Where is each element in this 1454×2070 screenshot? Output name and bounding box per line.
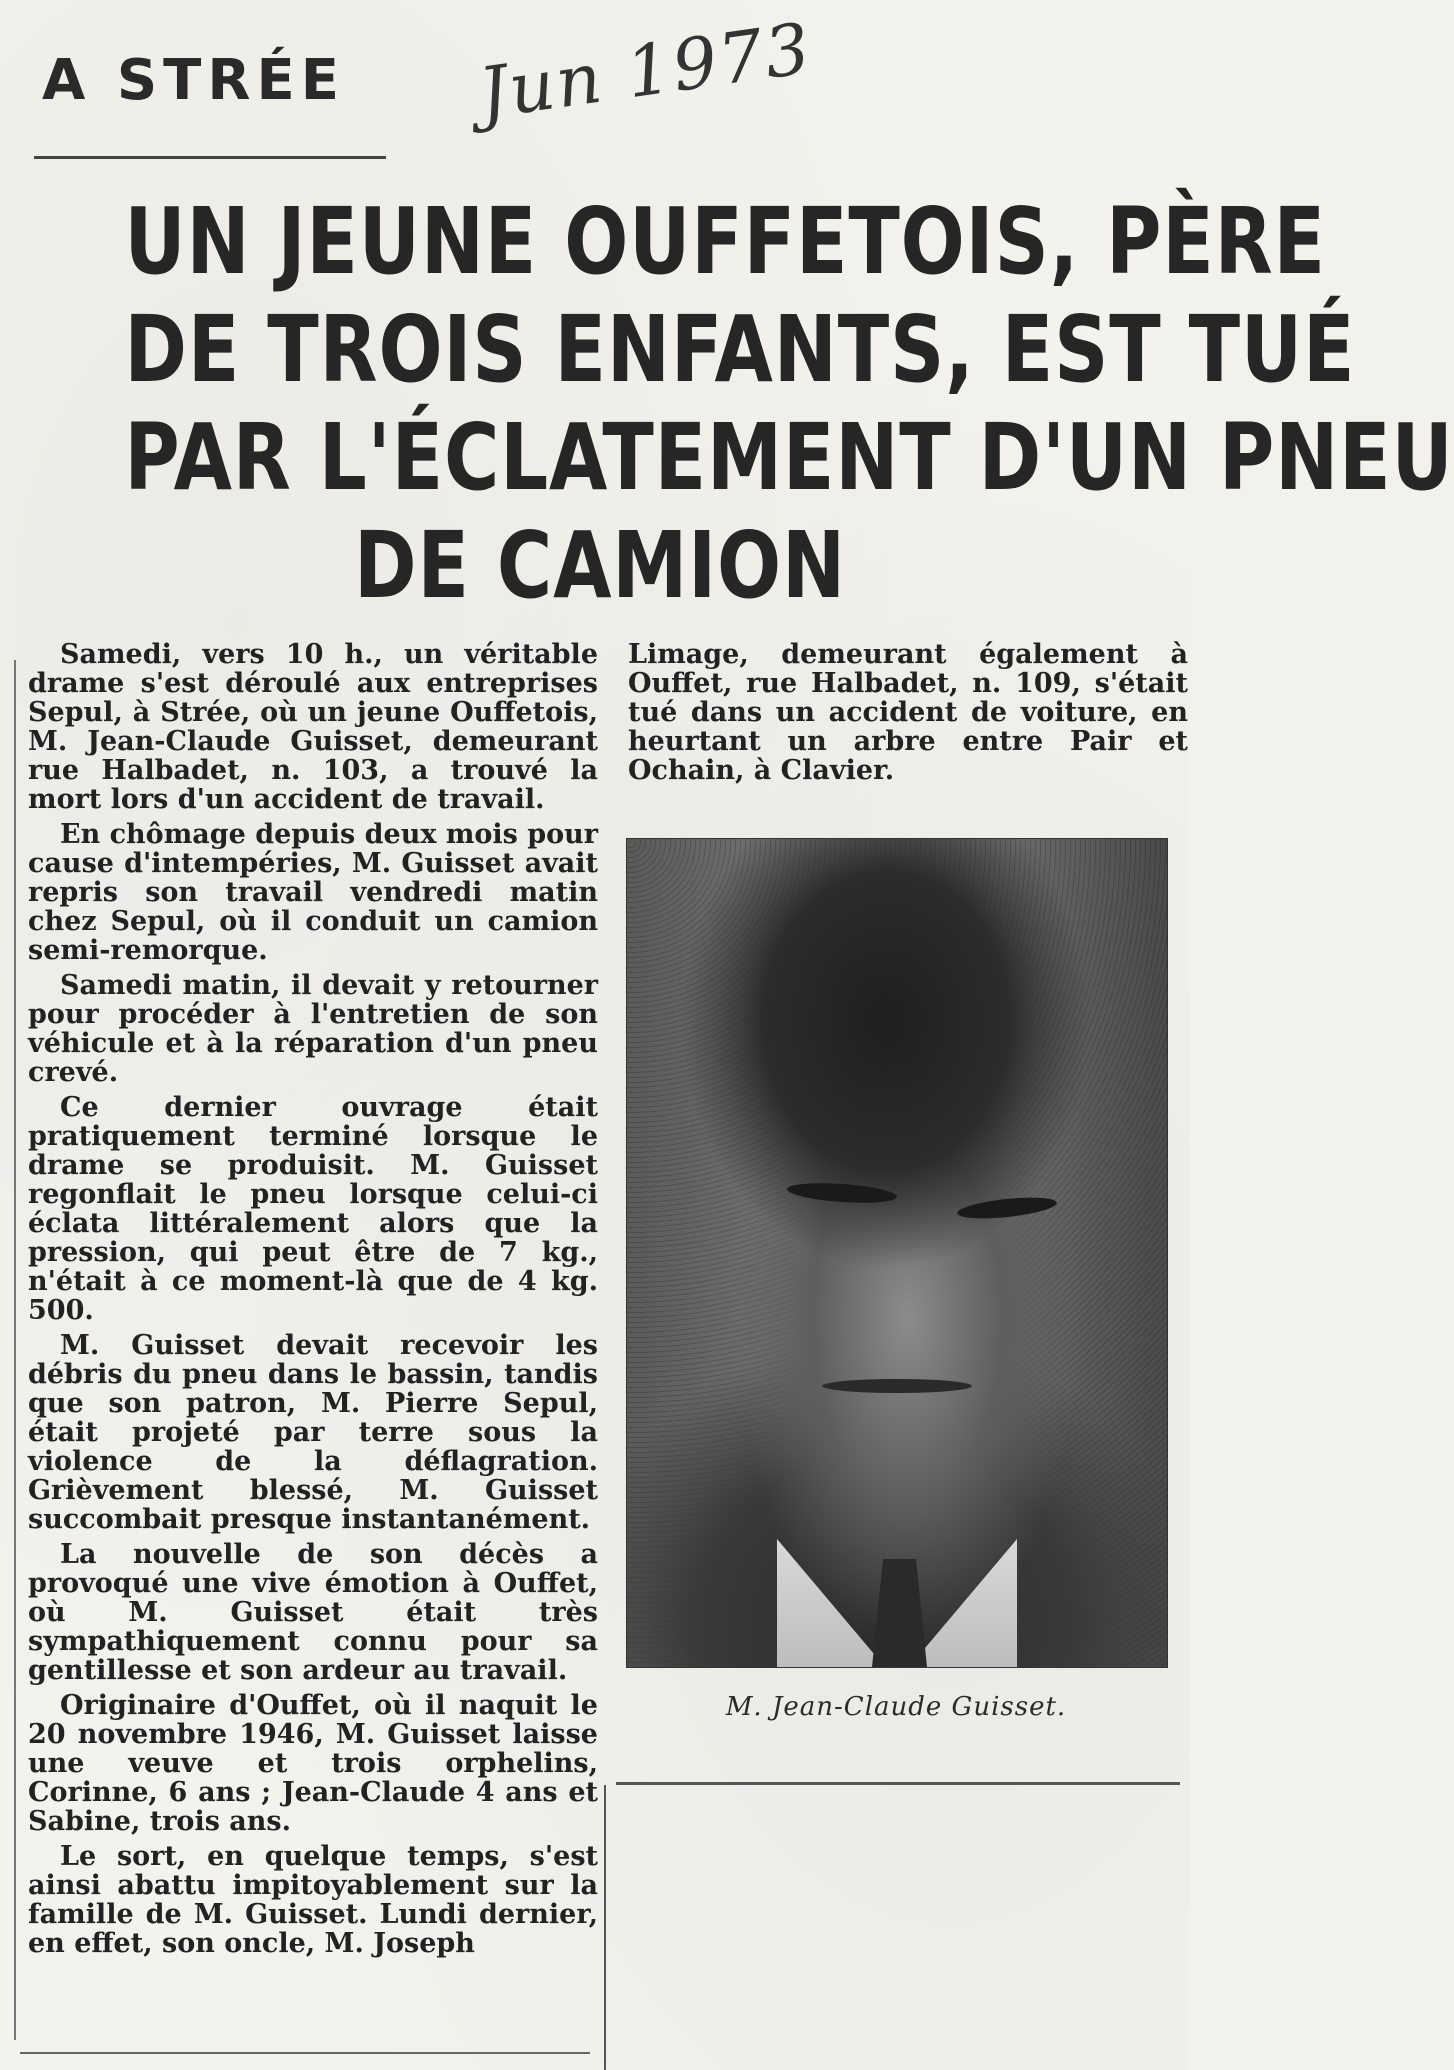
photo-caption: M. Jean-Claude Guisset. xyxy=(725,1692,1067,1722)
article-paragraph: Originaire d'Ouffet, où il naquit le 20 novembre 1946, M. Guisset laisse une veuve et trois orphelins, Corinne, 6 ans ; Jean-Claude 4 ans et Sabine, trois ans. xyxy=(28,1690,598,1837)
article-body-right-column xyxy=(628,640,1188,785)
portrait-photo xyxy=(626,838,1168,1668)
article-paragraph: M. Guisset devait recevoir les débris du pneu dans le bassin, tandis que son patron, M. Pierre Sepul, était projeté par terre sous la violence de la déflagration. Grièvement blessé, M. Guisset succombait presque instantanément. xyxy=(28,1330,598,1535)
handwritten-date-note: Jun 1973 xyxy=(473,7,817,135)
photo-mouth-shading xyxy=(822,1379,972,1393)
photo-tie xyxy=(872,1559,927,1667)
article-paragraph: Ce dernier ouvrage était pratiquement terminé lorsque le drame se produisit. M. Guisset regonflait le pneu lorsque celui-ci éclata littéralement alors que la pression, qui peut être de 7 kg., n'était à ce moment-là que de 4 kg. 500. xyxy=(28,1092,598,1326)
article-paragraph: La nouvelle de son décès a provoqué une vive émotion à Ouffet, où M. Guisset était très sympathiquement connu pour sa gentillesse et son ardeur au travail. xyxy=(28,1539,598,1686)
headline-line: DE CAMION xyxy=(354,512,846,619)
article-headline xyxy=(124,188,1454,620)
column-divider xyxy=(604,1785,606,2070)
headline-line: UN JEUNE OUFFETOIS, PÈRE xyxy=(124,188,1326,295)
article-paragraph: Le sort, en quelque temps, s'est ainsi abattu impitoyablement sur la famille de M. Guisset. Lundi dernier, en effet, son oncle, M. Joseph xyxy=(28,1841,598,1959)
article-paragraph: Samedi matin, il devait y retourner pour procéder à l'entretien de son véhicule et à la réparation d'un pneu crevé. xyxy=(28,970,598,1088)
article-paragraph: En chômage depuis deux mois pour cause d'intempéries, M. Guisset avait repris son travail vendredi matin chez Sepul, où il conduit un camion semi-remorque. xyxy=(28,819,598,966)
bottom-rule xyxy=(20,2052,590,2054)
article-body-left-column xyxy=(28,640,598,1964)
right-column-rule xyxy=(616,1782,1180,1785)
kicker-rule xyxy=(34,156,386,159)
article-paragraph: Limage, demeurant également à Ouffet, rue Halbadet, n. 109, s'était tué dans un accident de voiture, en heurtant un arbre entre Pair et Ochain, à Clavier. xyxy=(628,639,1188,786)
location-kicker: A STRÉE xyxy=(42,48,345,113)
article-paragraph: Samedi, vers 10 h., un véritable drame s'est déroulé aux entreprises Sepul, à Strée, où un jeune Ouffetois, M. Jean-Claude Guisset, demeurant rue Halbadet, n. 103, a trouvé la mort lors d'un accident de travail. xyxy=(28,639,598,815)
left-column-rule xyxy=(14,660,16,2040)
headline-line: DE TROIS ENFANTS, EST TUÉ xyxy=(124,296,1356,403)
photo-eye-shading xyxy=(787,1180,898,1206)
photo-eye-shading xyxy=(956,1194,1057,1222)
headline-line: PAR L'ÉCLATEMENT D'UN PNEU xyxy=(124,404,1454,511)
